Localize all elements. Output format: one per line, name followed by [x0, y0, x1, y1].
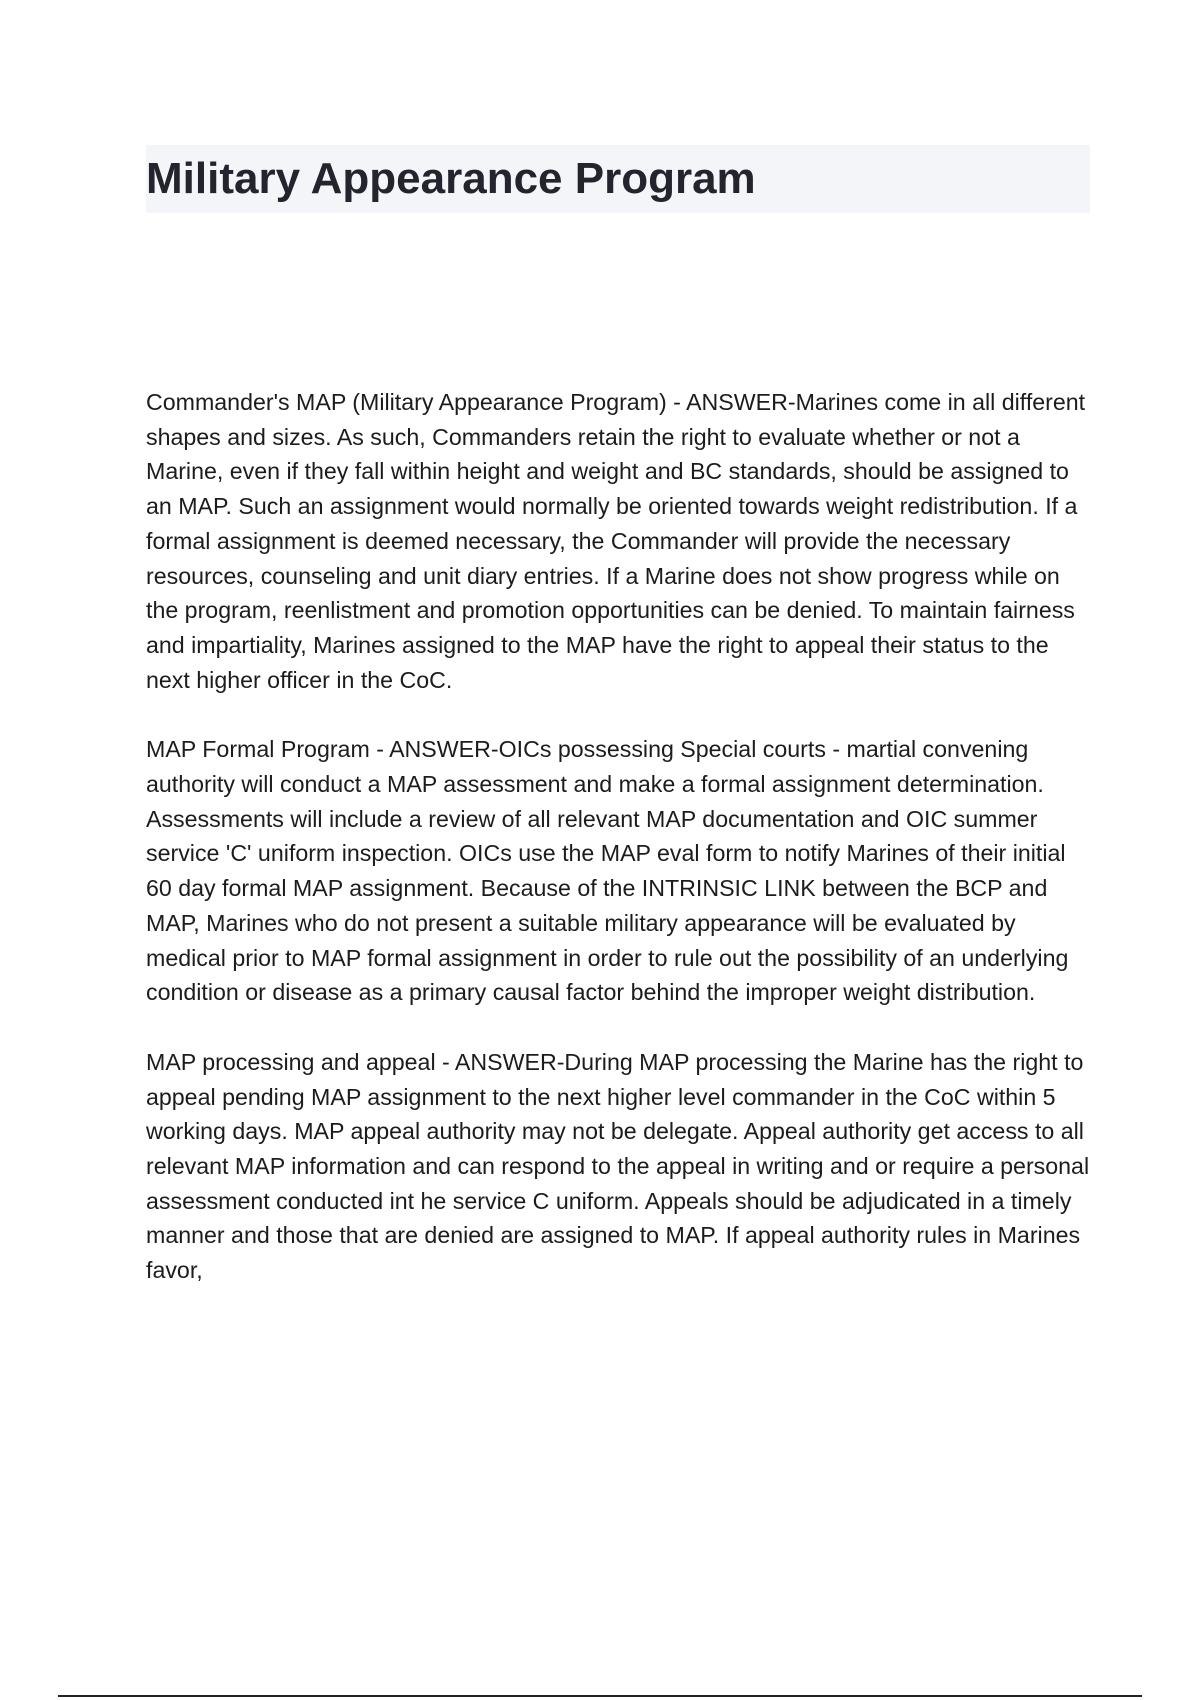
footer-divider	[58, 1695, 1142, 1697]
page-title: Military Appearance Program	[146, 154, 756, 203]
entry-map-processing-appeal: MAP processing and appeal - ANSWER-During MAP processing the Marine has the right to appeal pending MAP assignment to the next higher level commander in the CoC within 5 working days. MAP appeal authority may not be delegate. Appeal authority get access to all relevant MAP information and can respond to the appeal in writing and or require a personal assessment conducted int he service C uniform. Appeals should be adjudicated in a timely manner and those that are denied are assigned to MAP. If appeal authority rules in Marines favor,	[146, 1048, 1090, 1284]
entry-map-formal-program: MAP Formal Program - ANSWER-OICs possessing Special courts - martial convening authority will conduct a MAP assessment and make a formal assignment determination. Assessments will include a review of all relevant MAP documentation and OIC summer service 'C' uniform inspection. OICs use the MAP eval form to notify Marines of their initial 60 day formal MAP assignment. Because of the INTRINSIC LINK between the BCP and MAP, Marines who do not present a suitable military appearance will be evaluated by medical prior to MAP formal assignment in order to rule out the possibility of an underlying condition or disease as a primary causal factor behind the improper weight distribution.	[146, 736, 1069, 1006]
title-banner	[146, 145, 1090, 213]
entry-commanders-map: Commander's MAP (Military Appearance Program) - ANSWER-Marines come in all different shapes and sizes. As such, Commanders retain the right to evaluate whether or not a Marine, even if they fall within height and weight and BC standards, should be assigned to an MAP. Such an assignment would normally be oriented towards weight redistribution. If a formal assignment is deemed necessary, the Commander will provide the necessary resources, counseling and unit diary entries. If a Marine does not show progress while on the program, reenlistment and promotion opportunities can be denied. To maintain fairness and impartiality, Marines assigned to the MAP have the right to appeal their status to the next higher officer in the CoC.	[146, 389, 1086, 693]
document-body	[146, 385, 1091, 1323]
